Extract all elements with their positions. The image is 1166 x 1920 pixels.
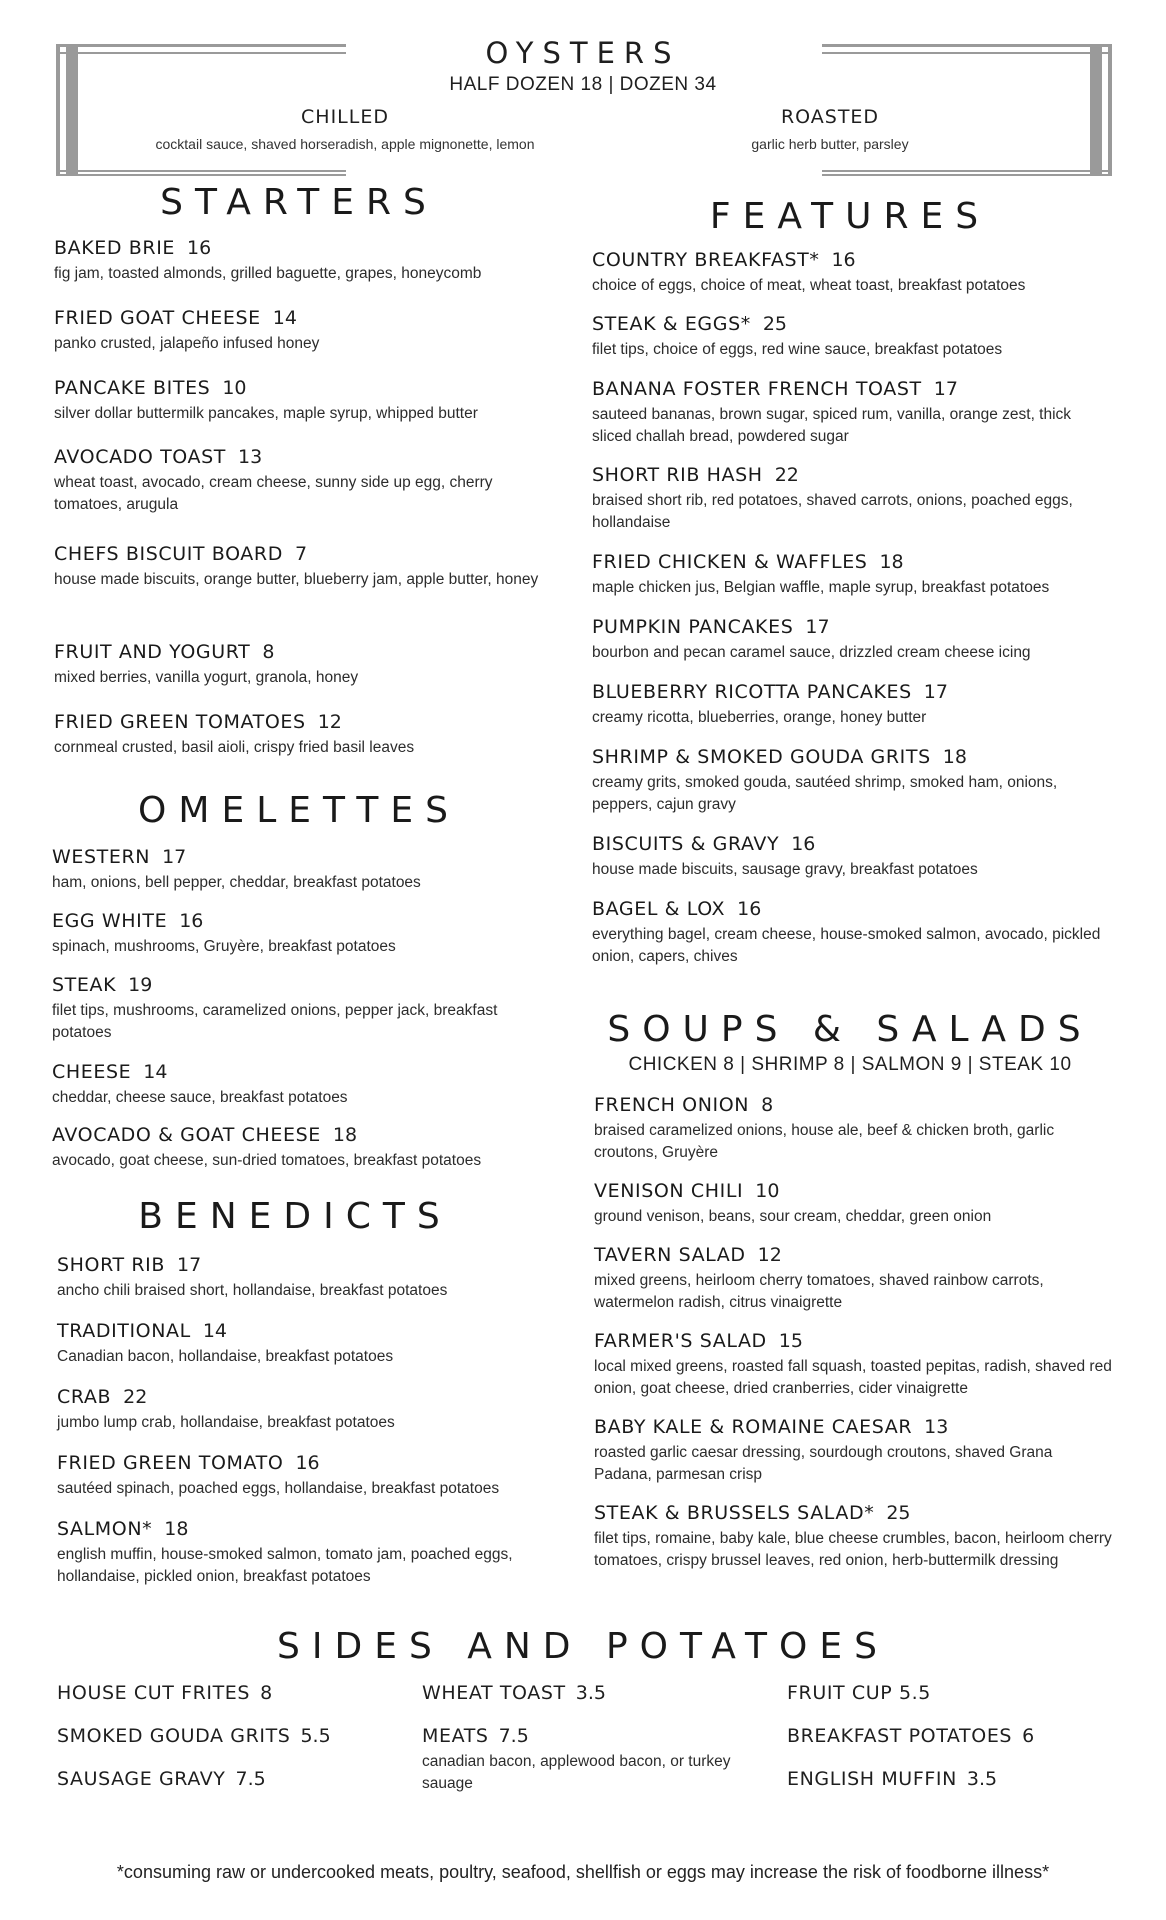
item-price: 10 <box>755 1180 780 1202</box>
item-desc: jumbo lump crab, hollandaise, breakfast potatoes <box>57 1414 395 1431</box>
item-name: FRIED CHICKEN & WAFFLES <box>592 551 868 573</box>
item-name: WHEAT TOAST <box>422 1682 566 1704</box>
item-price: 7.5 <box>498 1725 529 1747</box>
item-price: 13 <box>924 1416 949 1438</box>
item-name: CRAB <box>57 1386 112 1408</box>
item-desc: choice of eggs, choice of meat, wheat toast, breakfast potatoes <box>592 277 1026 294</box>
item-price: 25 <box>886 1502 911 1524</box>
item-name: BABY KALE & ROMAINE CAESAR <box>594 1416 913 1438</box>
side-item <box>787 1682 1127 1704</box>
item-desc: filet tips, choice of eggs, red wine sauce, breakfast potatoes <box>592 341 1003 358</box>
item-desc: everything bagel, cream cheese, house-smoked salmon, avocado, pickled onion, capers, chives <box>592 926 1101 965</box>
item-price: 7.5 <box>235 1768 266 1790</box>
side-item <box>57 1682 397 1704</box>
roasted-label: ROASTED <box>780 106 880 128</box>
menu-item <box>57 1452 557 1500</box>
oysters-roasted <box>640 106 1020 152</box>
item-desc: roasted garlic caesar dressing, sourdough croutons, shaved Grana Padana, parmesan crisp <box>594 1444 1053 1483</box>
menu-item <box>57 1386 557 1434</box>
disclaimer: *consuming raw or undercooked meats, poultry, seafood, shellfish or eggs may increase the risk of foodborne illness* <box>116 1862 1050 1882</box>
item-price: 5.5 <box>300 1725 331 1747</box>
sides-title: SIDES AND POTATOES <box>277 1626 889 1667</box>
item-desc: local mixed greens, roasted fall squash, toasted pepitas, radish, shaved red onion, goat cheese, dried cranberries, cider vinaigrette <box>594 1358 1112 1397</box>
item-price: 17 <box>933 378 958 400</box>
item-desc: spinach, mushrooms, Gruyère, breakfast potatoes <box>52 938 396 955</box>
item-price: 14 <box>272 307 297 329</box>
item-name: FRIED GREEN TOMATO <box>57 1452 284 1474</box>
item-desc: cornmeal crusted, basil aioli, crispy fried basil leaves <box>54 739 415 756</box>
menu-item <box>54 377 554 425</box>
menu-item <box>57 1320 557 1368</box>
item-name: BAGEL & LOX <box>592 898 726 920</box>
chilled-desc: cocktail sauce, shaved horseradish, apple mignonette, lemon <box>155 136 535 152</box>
item-desc: mixed greens, heirloom cherry tomatoes, shaved rainbow carrots, watermelon radish, citrus vinaigrette <box>594 1272 1044 1311</box>
item-price: 16 <box>831 249 856 271</box>
starters-title: STARTERS <box>160 182 438 223</box>
item-price: 10 <box>222 377 247 399</box>
side-item <box>57 1768 397 1790</box>
item-price: 22 <box>774 464 799 486</box>
menu-item <box>52 910 552 958</box>
item-desc: ground venison, beans, sour cream, cheddar, green onion <box>594 1208 992 1225</box>
item-name: FRIED GREEN TOMATOES <box>54 711 306 733</box>
item-desc: filet tips, romaine, baby kale, blue cheese crumbles, bacon, heirloom cherry tomatoes, crispy brussel leaves, red onion, herb-buttermilk dressing <box>594 1530 1112 1569</box>
menu-item <box>592 833 1112 881</box>
item-price: 18 <box>879 551 904 573</box>
side-item <box>787 1725 1127 1747</box>
item-price: 3.5 <box>966 1768 998 1790</box>
menu-item <box>54 307 554 355</box>
item-desc: maple chicken jus, Belgian waffle, maple syrup, breakfast potatoes <box>592 579 1050 596</box>
item-name: TAVERN SALAD <box>594 1244 746 1266</box>
oysters-price: HALF DOZEN 18 | DOZEN 34 <box>449 74 717 95</box>
oysters-section <box>0 32 1166 182</box>
menu-item <box>52 974 552 1044</box>
item-price: 13 <box>237 446 263 468</box>
chilled-label: CHILLED <box>301 106 389 128</box>
item-price: 8 <box>761 1094 774 1116</box>
item-name: SMOKED GOUDA GRITS <box>57 1725 291 1747</box>
oysters-chilled <box>100 106 590 152</box>
item-desc: fig jam, toasted almonds, grilled baguette, grapes, honeycomb <box>54 265 482 282</box>
item-desc: silver dollar buttermilk pancakes, maple syrup, whipped butter <box>54 405 478 422</box>
item-name: AVOCADO & GOAT CHEESE <box>52 1124 321 1146</box>
menu-item <box>57 1518 557 1588</box>
item-desc: Canadian bacon, hollandaise, breakfast potatoes <box>57 1348 394 1365</box>
roasted-desc: garlic herb butter, parsley <box>751 136 909 152</box>
item-name: FARMER'S SALAD <box>594 1330 767 1352</box>
item-name: HOUSE CUT FRITES <box>57 1682 251 1704</box>
item-price: 17 <box>177 1254 202 1276</box>
soups-salads-addons: CHICKEN 8 | SHRIMP 8 | SALMON 9 | STEAK 10 <box>628 1054 1072 1075</box>
item-price: 17 <box>923 681 948 703</box>
item-name: CHEFS BISCUIT BOARD <box>54 543 283 565</box>
menu-item <box>592 249 1112 297</box>
item-name: MEATS <box>422 1725 489 1747</box>
oysters-title: OYSTERS <box>485 36 681 70</box>
menu-item <box>592 464 1112 534</box>
item-desc: creamy ricotta, blueberries, orange, honey butter <box>592 709 927 726</box>
item-name: BAKED BRIE <box>54 237 176 259</box>
item-price: 15 <box>778 1330 803 1352</box>
menu-item <box>592 378 1112 448</box>
item-price: 14 <box>143 1061 168 1083</box>
menu-item <box>54 446 554 516</box>
item-desc: cheddar, cheese sauce, breakfast potatoes <box>52 1089 348 1106</box>
item-name: SHORT RIB <box>57 1254 166 1276</box>
item-name: STEAK <box>52 974 117 996</box>
item-name: BREAKFAST POTATOES <box>787 1725 1013 1747</box>
menu-item <box>594 1094 1112 1164</box>
menu-item <box>594 1330 1112 1400</box>
item-price: 8 <box>260 1682 273 1704</box>
side-item <box>57 1725 397 1747</box>
item-price: 16 <box>179 910 204 932</box>
menu-item <box>594 1180 1112 1228</box>
item-price: 6 <box>1022 1725 1035 1747</box>
menu-item <box>592 746 1112 816</box>
item-name: FRUIT CUP 5.5 <box>787 1682 931 1704</box>
item-name: PANCAKE BITES <box>54 377 211 399</box>
item-price: 16 <box>791 833 816 855</box>
item-desc: ham, onions, bell pepper, cheddar, breakfast potatoes <box>52 874 421 891</box>
menu-item <box>54 711 554 759</box>
item-name: EGG WHITE <box>52 910 168 932</box>
menu-item <box>592 313 1112 361</box>
item-price: 16 <box>187 237 212 259</box>
menu-item <box>594 1244 1112 1314</box>
item-price: 14 <box>202 1320 228 1342</box>
item-price: 22 <box>123 1386 148 1408</box>
item-name: SHRIMP & SMOKED GOUDA GRITS <box>592 746 931 768</box>
item-desc: house made biscuits, orange butter, blueberry jam, apple butter, honey <box>54 571 539 588</box>
item-desc: house made biscuits, sausage gravy, breakfast potatoes <box>592 861 978 878</box>
item-name: SAUSAGE GRAVY <box>57 1768 226 1790</box>
item-desc: english muffin, house-smoked salmon, tomato jam, poached eggs, hollandaise, pickled onion, breakfast potatoes <box>57 1546 513 1585</box>
item-price: 25 <box>762 313 788 335</box>
item-desc: sautéed spinach, poached eggs, hollandaise, breakfast potatoes <box>57 1480 500 1497</box>
item-name: STEAK & EGGS* <box>592 313 751 335</box>
item-price: 18 <box>164 1518 189 1540</box>
item-desc: sauteed bananas, brown sugar, spiced rum, vanilla, orange zest, thick sliced challah bread, powdered sugar <box>592 406 1072 445</box>
menu-item <box>52 1124 552 1172</box>
item-price: 12 <box>757 1244 782 1266</box>
menu-item <box>594 1416 1112 1486</box>
menu-item <box>54 237 554 285</box>
item-name: STEAK & BRUSSELS SALAD* <box>594 1502 875 1524</box>
menu-item <box>57 1254 557 1302</box>
omelettes-title: OMELETTES <box>138 790 460 831</box>
menu-item <box>52 846 552 894</box>
menu-item <box>592 616 1112 664</box>
item-name: COUNTRY BREAKFAST* <box>592 249 820 271</box>
menu-item <box>592 898 1112 968</box>
item-name: CHEESE <box>52 1061 132 1083</box>
item-desc: panko crusted, jalapeño infused honey <box>54 335 320 352</box>
item-desc: canadian bacon, applewood bacon, or turkey sauage <box>422 1753 731 1792</box>
item-name: ENGLISH MUFFIN <box>787 1768 957 1790</box>
item-price: 16 <box>737 898 762 920</box>
item-name: TRADITIONAL <box>57 1320 191 1342</box>
item-price: 17 <box>805 616 830 638</box>
item-price: 18 <box>332 1124 358 1146</box>
item-price: 19 <box>128 974 153 996</box>
menu-item <box>54 543 554 591</box>
menu-item <box>54 641 554 689</box>
features-title: FEATURES <box>709 196 991 237</box>
item-desc: filet tips, mushrooms, caramelized onions, pepper jack, breakfast potatoes <box>52 1002 498 1041</box>
item-name: BLUEBERRY RICOTTA PANCAKES <box>592 681 912 703</box>
item-name: BANANA FOSTER FRENCH TOAST <box>592 378 922 400</box>
item-price: 7 <box>294 543 308 565</box>
item-name: PUMPKIN PANCAKES <box>592 616 794 638</box>
item-desc: bourbon and pecan caramel sauce, drizzled cream cheese icing <box>592 644 1031 661</box>
item-price: 8 <box>262 641 275 663</box>
item-desc: braised caramelized onions, house ale, beef & chicken broth, garlic croutons, Gruyère <box>594 1122 1055 1161</box>
item-name: SALMON* <box>57 1518 153 1540</box>
soups-salads-title: SOUPS & SALADS <box>607 1009 1093 1050</box>
item-name: VENISON CHILI <box>594 1180 744 1202</box>
item-name: SHORT RIB HASH <box>592 464 763 486</box>
side-item <box>422 1682 772 1704</box>
item-price: 3.5 <box>575 1682 606 1704</box>
menu-item <box>592 681 1112 729</box>
item-name: BISCUITS & GRAVY <box>592 833 780 855</box>
item-name: FRUIT AND YOGURT <box>54 641 251 663</box>
item-name: WESTERN <box>52 846 151 868</box>
item-desc: creamy grits, smoked gouda, sautéed shrimp, smoked ham, onions, peppers, cajun gravy <box>592 774 1058 813</box>
item-price: 16 <box>295 1452 320 1474</box>
item-desc: avocado, goat cheese, sun-dried tomatoes, breakfast potatoes <box>52 1152 482 1169</box>
item-desc: braised short rib, red potatoes, shaved carrots, onions, poached eggs, hollandaise <box>592 492 1073 531</box>
item-price: 17 <box>162 846 187 868</box>
menu-item <box>594 1502 1112 1572</box>
item-desc: wheat toast, avocado, cream cheese, sunny side up egg, cherry tomatoes, arugula <box>54 474 493 513</box>
benedicts-title: BENEDICTS <box>138 1196 452 1237</box>
menu-item <box>52 1061 552 1109</box>
item-price: 12 <box>317 711 342 733</box>
side-item <box>787 1768 1127 1790</box>
item-desc: ancho chili braised short, hollandaise, breakfast potatoes <box>57 1282 448 1299</box>
side-item <box>422 1725 772 1795</box>
item-name: AVOCADO TOAST <box>54 446 226 468</box>
item-desc: mixed berries, vanilla yogurt, granola, honey <box>54 669 359 686</box>
item-name: FRENCH ONION <box>594 1094 750 1116</box>
item-price: 18 <box>942 746 967 768</box>
menu-item <box>592 551 1112 599</box>
item-name: FRIED GOAT CHEESE <box>54 307 261 329</box>
